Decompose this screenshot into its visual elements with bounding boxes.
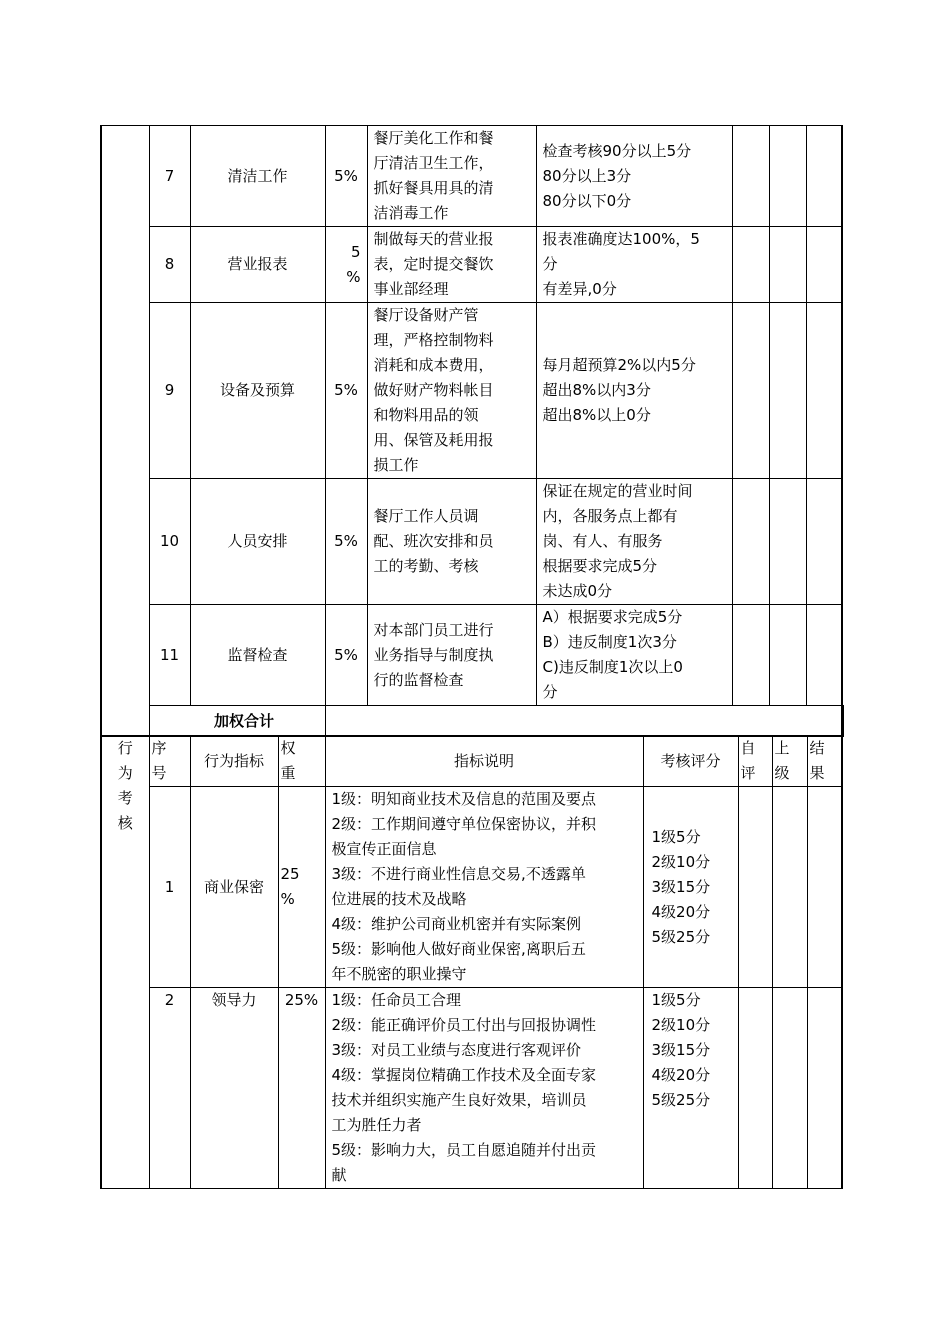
scoring-rule: 1级5分 2级10分 3级15分 4级20分 5级25分 xyxy=(643,787,738,988)
indicator-description: 餐厅工作人员调 配、班次安排和员 工的考勤、考核 xyxy=(367,479,536,605)
result-cell[interactable] xyxy=(806,227,842,303)
superior-score-cell[interactable] xyxy=(772,787,807,988)
indicator-name: 清洁工作 xyxy=(190,126,325,227)
performance-table xyxy=(100,125,844,737)
table-row xyxy=(101,605,842,706)
self-score-cell[interactable] xyxy=(732,479,769,605)
result-cell[interactable] xyxy=(806,126,842,227)
indicator-description: 1级：明知商业技术及信息的范围及要点 2级：工作期间遵守单位保密协议，并积 极宣传正面信息 3级：不进行商业性信息交易,不透露单 位进展的技术及战略 4级：维护公司商业机密并有实际案例 5级：影响他人做好商业保密,离职后五 年不脱密的职业操守 xyxy=(325,787,643,988)
indicator-name: 监督检查 xyxy=(190,605,325,706)
scoring-rule: 每月超预算2%以内5分 超出8%以内3分 超出8%以上0分 xyxy=(536,303,732,479)
superior-score-cell[interactable] xyxy=(772,988,807,1189)
self-score-cell[interactable] xyxy=(738,988,772,1189)
indicator-description: 餐厅设备财产管 理，严格控制物料 消耗和成本费用， 做好财产物料帐目 和物料用品的领 用、保管及耗用报 损工作 xyxy=(367,303,536,479)
scoring-rule: 1级5分 2级10分 3级15分 4级20分 5级25分 xyxy=(643,988,738,1189)
indicator-weight: 5% xyxy=(325,303,367,479)
superior-score-cell[interactable] xyxy=(769,126,806,227)
weighted-total-label: 加权合计 xyxy=(149,706,325,737)
row-number: 10 xyxy=(149,479,190,605)
result-cell[interactable] xyxy=(806,303,842,479)
indicator-name: 营业报表 xyxy=(190,227,325,303)
header-no: 序 号 xyxy=(149,736,190,787)
header-score: 考核评分 xyxy=(643,736,738,787)
indicator-description: 制做每天的营业报 表，定时提交餐饮 事业部经理 xyxy=(367,227,536,303)
table-row xyxy=(101,787,842,988)
header-self: 自 评 xyxy=(738,736,772,787)
result-cell[interactable] xyxy=(806,605,842,706)
indicator-weight: 5% xyxy=(325,605,367,706)
table-row xyxy=(101,303,842,479)
header-weight: 权 重 xyxy=(278,736,325,787)
self-score-cell[interactable] xyxy=(738,787,772,988)
indicator-name: 领导力 xyxy=(190,988,278,1189)
behavior-table xyxy=(100,735,843,1189)
indicator-weight: 25 % xyxy=(278,787,325,988)
table-row xyxy=(101,227,842,303)
superior-score-cell[interactable] xyxy=(769,605,806,706)
self-score-cell[interactable] xyxy=(732,227,769,303)
header-row xyxy=(101,736,842,787)
indicator-weight: 25% xyxy=(278,988,325,1189)
section-label: 行 为 考 核 xyxy=(101,736,149,1189)
result-cell[interactable] xyxy=(807,787,842,988)
scoring-rule: A）根据要求完成5分 B）违反制度1次3分 C)违反制度1次以上0 分 xyxy=(536,605,732,706)
indicator-name: 商业保密 xyxy=(190,787,278,988)
result-cell[interactable] xyxy=(806,479,842,605)
indicator-weight: 5% xyxy=(325,126,367,227)
result-cell[interactable] xyxy=(807,988,842,1189)
section-blank-cell xyxy=(101,126,149,737)
total-row xyxy=(101,706,842,737)
weighted-total-value[interactable] xyxy=(325,706,842,737)
table-row xyxy=(101,126,842,227)
superior-score-cell[interactable] xyxy=(769,303,806,479)
scoring-rule: 报表准确度达100%，5 分 有差异,0分 xyxy=(536,227,732,303)
indicator-description: 1级：任命员工合理 2级：能正确评价员工付出与回报协调性 3级：对员工业绩与态度进行客观评价 4级：掌握岗位精确工作技术及全面专家 技术并组织实施产生良好效果，培训员 工为胜任力者 5级：影响力大，员工自愿追随并付出贡 献 xyxy=(325,988,643,1189)
row-number: 9 xyxy=(149,303,190,479)
table-row xyxy=(101,988,842,1189)
row-number: 11 xyxy=(149,605,190,706)
superior-score-cell[interactable] xyxy=(769,227,806,303)
indicator-weight: 5% xyxy=(325,479,367,605)
scoring-rule: 保证在规定的营业时间 内，各服务点上都有 岗、有人、有服务 根据要求完成5分 未达成0分 xyxy=(536,479,732,605)
indicator-description: 对本部门员工进行 业务指导与制度执 行的监督检查 xyxy=(367,605,536,706)
header-superior: 上 级 xyxy=(772,736,807,787)
row-number: 1 xyxy=(149,787,190,988)
header-description: 指标说明 xyxy=(325,736,643,787)
indicator-description: 餐厅美化工作和餐 厅清洁卫生工作， 抓好餐具用具的清 洁消毒工作 xyxy=(367,126,536,227)
row-number: 7 xyxy=(149,126,190,227)
header-result: 结 果 xyxy=(807,736,842,787)
self-score-cell[interactable] xyxy=(732,605,769,706)
self-score-cell[interactable] xyxy=(732,303,769,479)
indicator-name: 人员安排 xyxy=(190,479,325,605)
indicator-name: 设备及预算 xyxy=(190,303,325,479)
row-number: 2 xyxy=(149,988,190,1189)
scoring-rule: 检查考核90分以上5分 80分以上3分 80分以下0分 xyxy=(536,126,732,227)
indicator-weight: 5 % xyxy=(325,227,367,303)
self-score-cell[interactable] xyxy=(732,126,769,227)
superior-score-cell[interactable] xyxy=(769,479,806,605)
row-number: 8 xyxy=(149,227,190,303)
header-indicator: 行为指标 xyxy=(190,736,278,787)
table-row xyxy=(101,479,842,605)
